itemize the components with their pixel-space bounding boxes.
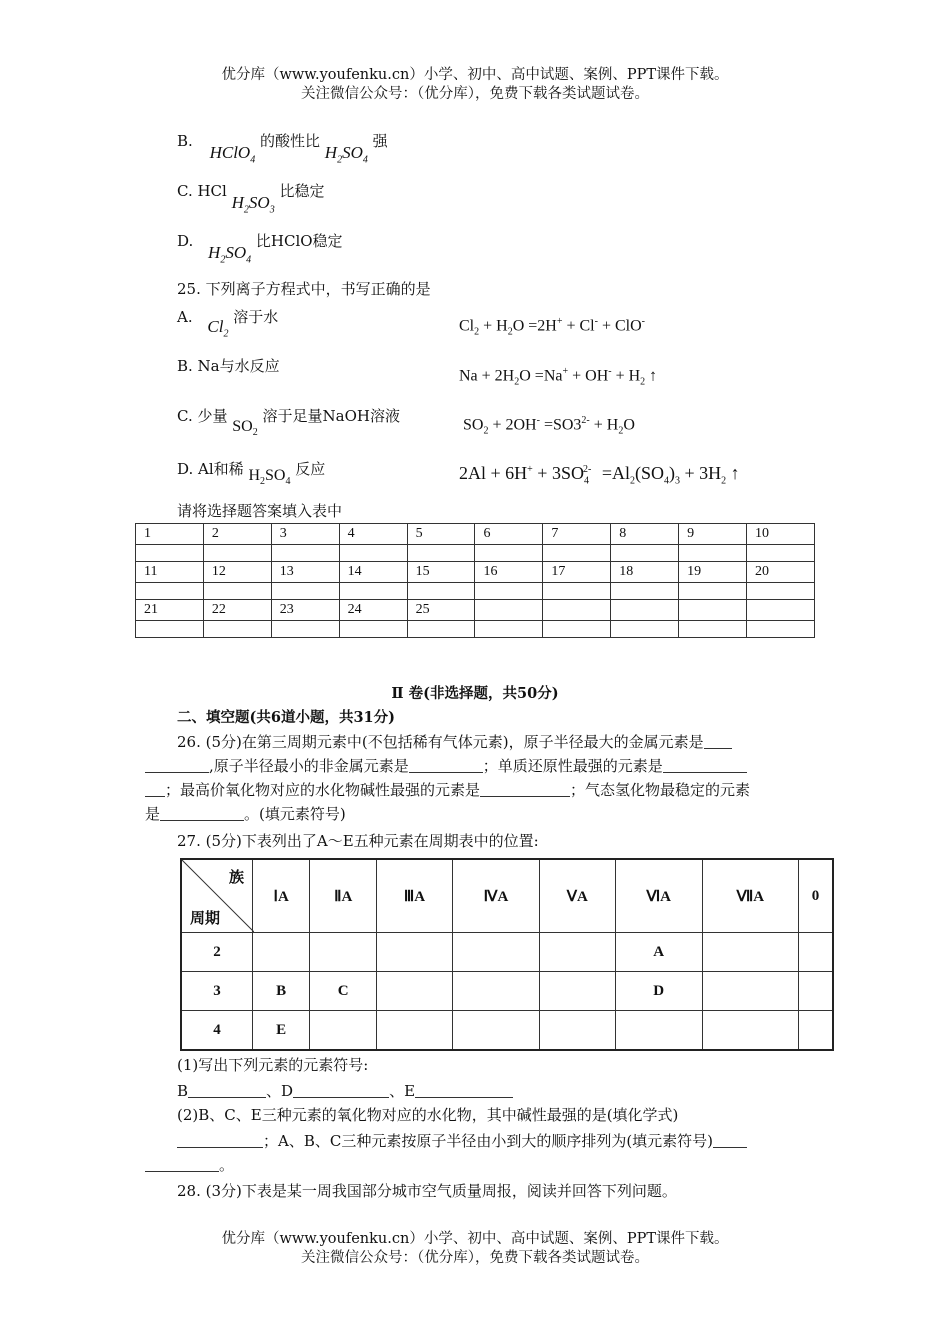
- period-label: 2: [181, 933, 253, 972]
- formula-h2so3: $H_2SO_3$: [231, 193, 275, 216]
- periodic-header-row: [181, 859, 833, 933]
- answer-number-cell: 11: [136, 562, 204, 583]
- q26-text3b: ；气态氢化物最稳定的元素: [570, 781, 751, 799]
- period-label: 4: [181, 1011, 253, 1051]
- answer-fill-cell[interactable]: [136, 621, 204, 638]
- group-header: ⅣA: [453, 859, 540, 933]
- corner-group-label: 族: [228, 870, 244, 886]
- answer-fill-cell[interactable]: [203, 621, 271, 638]
- q27-sub1: (1)写出下列元素的元素符号:: [177, 1056, 369, 1074]
- q26-text4a: 是: [145, 805, 161, 823]
- answer-number-cell: 16: [475, 562, 543, 583]
- q26-line4: [145, 802, 346, 826]
- q25-option-a: [177, 306, 279, 340]
- answer-number-row: [136, 562, 815, 583]
- q24-c-label: C. HCl: [177, 182, 227, 200]
- corner-cell: [181, 859, 253, 933]
- answer-fill-cell[interactable]: [271, 545, 339, 562]
- answer-blank[interactable]: [713, 1133, 747, 1148]
- answer-fill-cell[interactable]: [407, 621, 475, 638]
- q24-option-c: [177, 180, 325, 216]
- answer-fill-cell[interactable]: [543, 583, 611, 600]
- answer-fill-cell[interactable]: [543, 621, 611, 638]
- corner-period-label: 周期: [190, 911, 221, 927]
- answer-fill-cell[interactable]: [203, 583, 271, 600]
- answer-number-cell: 14: [339, 562, 407, 583]
- answer-number-cell: 10: [747, 524, 815, 545]
- answer-number-cell: 9: [679, 524, 747, 545]
- answer-fill-cell[interactable]: [136, 583, 204, 600]
- answer-fill-cell[interactable]: [679, 545, 747, 562]
- element-cell: A: [615, 933, 702, 972]
- period-row: [181, 972, 833, 1011]
- page-header-line2: 关注微信公众号：（优分库），免费下载各类试题试卷。: [301, 86, 649, 102]
- answer-fill-cell[interactable]: [611, 583, 679, 600]
- answer-fill-cell[interactable]: [203, 545, 271, 562]
- q24-d-text: 比HClO稳定: [255, 232, 343, 250]
- answer-number-cell: [747, 600, 815, 621]
- group-header: ⅦA: [702, 859, 798, 933]
- page-footer-line1: 优分库（www.youfenku.cn）小学、初中、高中试题、案例、PPT课件下载。: [221, 1231, 729, 1247]
- answer-number-cell: 1: [136, 524, 204, 545]
- answer-blank[interactable]: [145, 782, 165, 797]
- answer-number-cell: 23: [271, 600, 339, 621]
- answer-fill-cell[interactable]: [339, 545, 407, 562]
- q28-stem: 28. (3分)下表是某一周我国部分城市空气质量周报，阅读并回答下列问题。: [177, 1182, 677, 1200]
- period-row: [181, 933, 833, 972]
- group-header: ⅡA: [310, 859, 377, 933]
- periodic-table: [180, 858, 834, 1051]
- q27-sub2-end: 。: [219, 1156, 235, 1174]
- q27-sub2: (2)B、C、E三种元素的氧化物对应的水化物，其中碱性最强的是(填化学式): [177, 1106, 679, 1124]
- element-cell: [253, 933, 310, 972]
- answer-fill-cell[interactable]: [747, 621, 815, 638]
- answer-blank[interactable]: [145, 1157, 219, 1172]
- page-header-line1: 优分库（www.youfenku.cn）小学、初中、高中试题、案例、PPT课件下载。: [221, 67, 729, 83]
- q25-option-b: B. Na与水反应: [177, 357, 280, 375]
- answer-number-cell: 2: [203, 524, 271, 545]
- element-cell: [377, 1011, 453, 1051]
- answer-fill-cell[interactable]: [339, 583, 407, 600]
- answer-number-cell: 18: [611, 562, 679, 583]
- formula-so2: $SO_2$: [232, 418, 258, 439]
- element-cell: E: [253, 1011, 310, 1051]
- element-cell: [540, 972, 616, 1011]
- answer-number-cell: 4: [339, 524, 407, 545]
- answer-number-cell: 13: [271, 562, 339, 583]
- element-cell: [540, 933, 616, 972]
- part2-title: Ⅱ 卷(非选择题，共50分): [391, 685, 559, 702]
- answer-blank[interactable]: [145, 758, 209, 773]
- q25-d-text: 反应: [295, 460, 326, 478]
- answer-number-cell: 22: [203, 600, 271, 621]
- period-row: [181, 1011, 833, 1051]
- group-header: ⅥA: [615, 859, 702, 933]
- q26-line1: [177, 730, 732, 754]
- q26-text2b: ；单质还原性最强的元素是: [482, 757, 663, 775]
- answer-fill-cell[interactable]: [271, 621, 339, 638]
- answer-blank[interactable]: [480, 782, 570, 797]
- q27-sub2-text: ；A、B、C三种元素按原子半径由小到大的顺序排列为(填元素符号): [263, 1132, 714, 1150]
- answer-number-cell: 12: [203, 562, 271, 583]
- element-cell: [310, 933, 377, 972]
- group-header: ⅠA: [253, 859, 310, 933]
- formula-cl2: $Cl_2$: [207, 317, 229, 340]
- answer-fill-row: [136, 621, 815, 638]
- answer-number-cell: 6: [475, 524, 543, 545]
- answer-number-cell: [679, 600, 747, 621]
- page-footer-line2: 关注微信公众号：（优分库），免费下载各类试题试卷。: [301, 1250, 649, 1266]
- answer-table: [135, 523, 815, 638]
- answer-fill-cell[interactable]: [747, 583, 815, 600]
- equation-b: $Na + 2H_2O =Na^+ + OH^- + H_2$ ↑: [459, 366, 658, 388]
- element-cell: [453, 972, 540, 1011]
- answer-number-cell: 21: [136, 600, 204, 621]
- q24-option-d: [177, 230, 343, 266]
- answer-fill-cell[interactable]: [679, 621, 747, 638]
- answer-number-cell: 17: [543, 562, 611, 583]
- answer-blank[interactable]: [704, 734, 732, 749]
- answer-fill-cell[interactable]: [271, 583, 339, 600]
- element-cell: [377, 972, 453, 1011]
- answer-number-cell: [611, 600, 679, 621]
- element-cell: D: [615, 972, 702, 1011]
- element-cell: [540, 1011, 616, 1051]
- element-cell: [798, 972, 833, 1011]
- q24-b-label: B.: [177, 132, 193, 150]
- formula-h2so4-q25: $H_2SO_4$: [248, 467, 291, 488]
- element-cell: [798, 1011, 833, 1051]
- answer-fill-cell[interactable]: [747, 545, 815, 562]
- answer-fill-cell[interactable]: [475, 621, 543, 638]
- group-header: 0: [798, 859, 833, 933]
- q25-option-c: [177, 405, 400, 439]
- answer-fill-cell[interactable]: [475, 545, 543, 562]
- q27-sub1-answers: [177, 1080, 513, 1101]
- q24-b-text1: 的酸性比: [259, 132, 320, 150]
- section-title: 二、填空题(共6道小题，共31分): [177, 709, 395, 726]
- element-cell: [310, 1011, 377, 1051]
- q25-c-text: 溶于足量NaOH溶液: [262, 407, 400, 425]
- q26-line2: [145, 754, 747, 778]
- formula-h2so4-d: $H_2SO_4$: [208, 243, 252, 266]
- q24-option-b: [177, 130, 388, 166]
- q26-line3: [145, 778, 750, 802]
- answer-number-cell: 15: [407, 562, 475, 583]
- formula-h2so4: $H_2SO_4$: [324, 143, 368, 166]
- answer-number-row: [136, 600, 815, 621]
- q25-d-label: D. Al和稀: [177, 460, 244, 478]
- q25-option-d: [177, 458, 326, 488]
- equation-d: $2Al + 6H^+ + 3SO_4^{2-} =Al_2(SO_4)_3 + 3H_2$ ↑: [459, 463, 740, 487]
- q27-label-d: 、D: [266, 1082, 294, 1100]
- q26-text1: 26. (5分)在第三周期元素中(不包括稀有气体元素)，原子半径最大的金属元素是: [177, 733, 704, 751]
- element-cell: [702, 933, 798, 972]
- answer-blank[interactable]: [293, 1083, 389, 1098]
- q26-text3a: ；最高价氧化物对应的水化物碱性最强的元素是: [165, 781, 481, 799]
- q27-stem: 27. (5分)下表列出了A～E五种元素在周期表中的位置:: [177, 832, 539, 850]
- answer-number-cell: 8: [611, 524, 679, 545]
- q24-b-text2: 强: [372, 132, 388, 150]
- period-label: 3: [181, 972, 253, 1011]
- q26-text4b: 。(填元素符号): [244, 805, 346, 823]
- answer-blank[interactable]: [663, 758, 747, 773]
- element-cell: [453, 1011, 540, 1051]
- answer-number-cell: 25: [407, 600, 475, 621]
- answer-fill-row: [136, 545, 815, 562]
- q25-a-text: 溶于水: [233, 308, 279, 326]
- answer-fill-cell[interactable]: [611, 545, 679, 562]
- formula-hclo4: HClO$_4$: [209, 143, 256, 166]
- answer-blank[interactable]: [409, 758, 483, 773]
- element-cell: C: [310, 972, 377, 1011]
- answer-fill-cell[interactable]: [407, 545, 475, 562]
- element-cell: [702, 972, 798, 1011]
- answer-fill-cell[interactable]: [679, 583, 747, 600]
- element-cell: [702, 1011, 798, 1051]
- answer-number-cell: 3: [271, 524, 339, 545]
- answer-fill-cell[interactable]: [543, 545, 611, 562]
- element-cell: [615, 1011, 702, 1051]
- q25-a-label: A.: [177, 308, 193, 326]
- answer-number-cell: 20: [747, 562, 815, 583]
- answer-number-cell: 19: [679, 562, 747, 583]
- answer-blank[interactable]: [415, 1083, 513, 1098]
- q25-stem: 25. 下列离子方程式中，书写正确的是: [177, 280, 431, 298]
- answer-fill-cell[interactable]: [339, 621, 407, 638]
- q26-text2a: ,原子半径最小的非金属元素是: [209, 757, 409, 775]
- element-cell: [453, 933, 540, 972]
- answer-number-cell: 7: [543, 524, 611, 545]
- answer-fill-cell[interactable]: [136, 545, 204, 562]
- equation-c: $SO_2 + 2OH^- =SO3^{2-} + H_2O$: [463, 415, 635, 437]
- q27-label-e: 、E: [389, 1082, 416, 1100]
- answer-fill-cell[interactable]: [475, 583, 543, 600]
- q25-c-label: C. 少量: [177, 407, 228, 425]
- equation-a: $Cl_2 + H_2O =2H^+ + Cl^- + ClO^-$: [459, 316, 646, 338]
- answer-table-caption: 请将选择题答案填入表中: [177, 502, 343, 520]
- q27-sub2-line2: [177, 1130, 747, 1151]
- answer-fill-cell[interactable]: [407, 583, 475, 600]
- q24-d-label: D.: [177, 232, 194, 250]
- q24-c-text: 比稳定: [279, 182, 325, 200]
- answer-fill-cell[interactable]: [611, 621, 679, 638]
- answer-fill-row: [136, 583, 815, 600]
- answer-number-cell: 24: [339, 600, 407, 621]
- answer-number-row: [136, 524, 815, 545]
- answer-number-cell: 5: [407, 524, 475, 545]
- group-header: ⅤA: [540, 859, 616, 933]
- answer-blank[interactable]: [188, 1083, 266, 1098]
- group-header: ⅢA: [377, 859, 453, 933]
- element-cell: B: [253, 972, 310, 1011]
- q27-label-b: B: [177, 1082, 189, 1100]
- answer-blank[interactable]: [177, 1133, 263, 1148]
- element-cell: [798, 933, 833, 972]
- q27-sub2-line3: [145, 1154, 234, 1175]
- answer-blank[interactable]: [160, 806, 244, 821]
- element-cell: [377, 933, 453, 972]
- answer-number-cell: [475, 600, 543, 621]
- answer-number-cell: [543, 600, 611, 621]
